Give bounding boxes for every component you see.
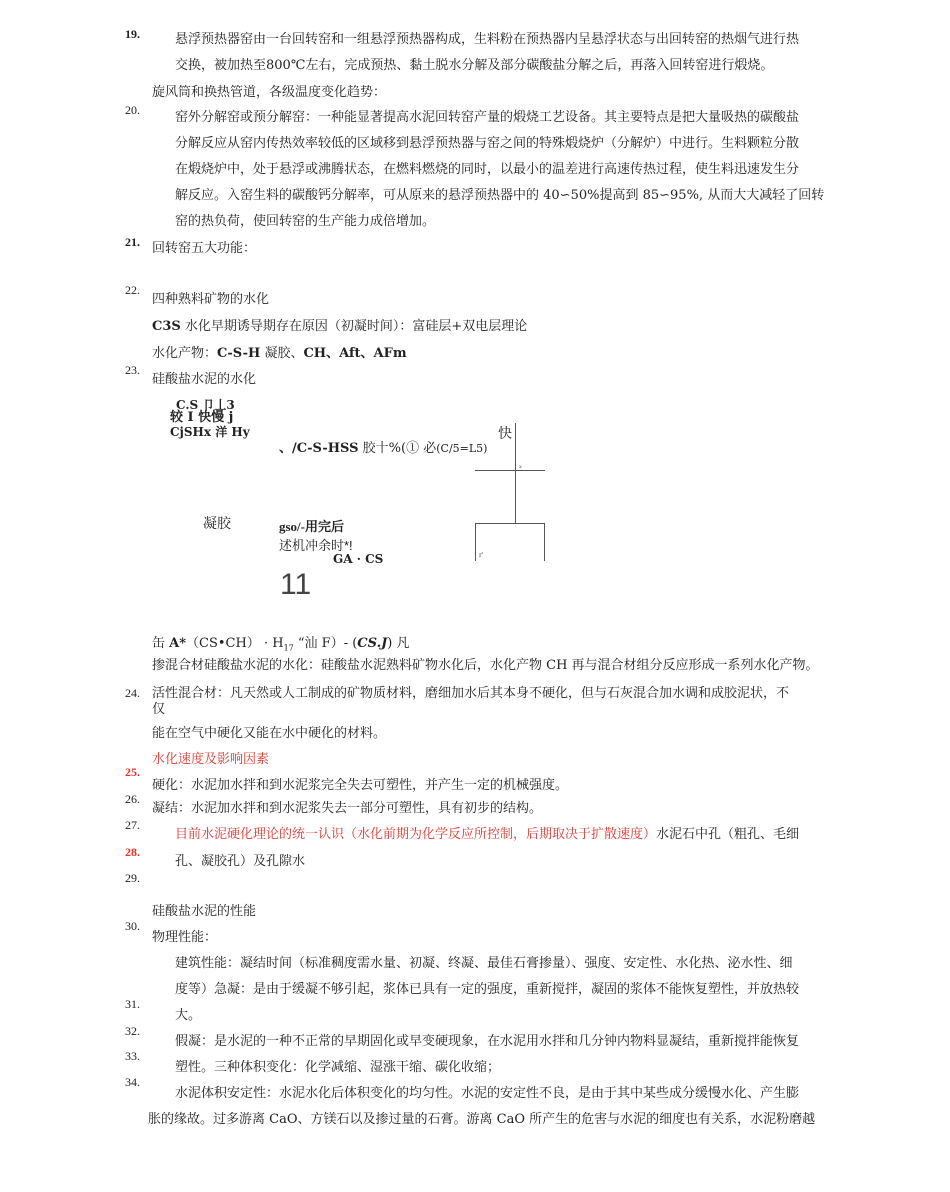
setting-definition: 凝结：水泥加水拌和到水泥浆失去一部分可塑性，具有初步的结构。 [152, 801, 543, 816]
paragraph-24-line-1: 活性混合材：凡天然或人工制成的矿物质材料，磨细加水后其本身不硬化，但与石灰混合加水调和成胶泥状，不 [152, 686, 790, 701]
diagram-csh-text: 胶十%(① 必 [358, 441, 437, 456]
item-number-33: 33. [125, 1049, 140, 1063]
c3s-term: C3S [152, 319, 181, 334]
diagram-cs-label: C.S 卩丄3 [176, 398, 235, 412]
hardening-theory-red: 目前水泥硬化理论的统一认识（水化前期为化学反应所控制，后期取决于扩散速度） [175, 827, 657, 842]
formula-part-a: 缶 [152, 636, 170, 651]
item-number-29: 29. [125, 871, 140, 885]
paragraph-32-line-2: 塑性。三种体积变化：化学减缩、湿涨干缩、碳化收缩； [175, 1060, 501, 1075]
item-number-23: 23. [125, 363, 140, 377]
paragraph-27-line-2: 孔、凝胶孔）及孔隙水 [175, 854, 306, 869]
paragraph-24-line-2: 仅 [152, 702, 166, 717]
diagram-gso-term: gso/-用完后 [279, 519, 345, 534]
diagram-vertical-line [515, 423, 516, 523]
item-number-25: 25. [125, 765, 140, 779]
item-number-24: 24. [125, 686, 140, 700]
diagram-tiny-mark-x: x [519, 464, 522, 470]
paragraph-31-line-3: 大。 [175, 1008, 202, 1023]
item-number-31: 31. [125, 997, 140, 1011]
formula-subscript: 17 [283, 643, 294, 653]
paragraph-34-line-1: 水泥体积安定性：水泥水化后体积变化的均匀性。水泥的安定性不良，是由于其中某些成分缓慢水化、产生膨 [175, 1086, 800, 1101]
diagram-tiny-mark-r: r' [479, 552, 484, 559]
hydration-products-line [152, 341, 407, 367]
diagram-fast-label: 快 [498, 425, 512, 441]
item-number-19: 19. [125, 27, 140, 41]
formula-part-f: CS.J [357, 636, 388, 651]
diagram-box-right-line [544, 523, 545, 561]
diagram-csh-label [279, 437, 487, 456]
ch-aft-afm-terms: CH、Aft、AFm [303, 346, 407, 361]
paragraph-20-line-4: 解反应。入窑生料的碳酸钙分解率，可从原来的悬浮预热器中的 40∽50%提高到 85∽95%, 从而大大减轻了回转 [175, 188, 825, 203]
rotary-kiln-functions: 回转窑五大功能： [152, 241, 257, 256]
paragraph-32-line-1: 假凝：是水泥的一种不正常的早期固化或早变硬现象，在水泥用水拌和几分钟内物料显凝结，重新搅拌能恢复 [175, 1034, 800, 1049]
clinker-hydration-heading: 四种熟料矿物的水化 [152, 292, 270, 307]
item-number-28: 28. [125, 845, 140, 859]
physical-properties-label: 物理性能： [152, 930, 218, 945]
c3s-description: 水化早期诱导期存在原因（初凝时间）：富硅层+双电层理论 [180, 319, 528, 334]
item-number-22: 22. [125, 283, 140, 297]
paragraph-27-line-1 [175, 822, 799, 848]
diagram-box-left-line [475, 523, 476, 561]
csh-term: C-S-H [217, 346, 261, 361]
formula-part-e: “汕 F）- ( [293, 636, 358, 651]
diagram-cjshx-label: CjSHx 洋 Hy [170, 425, 250, 439]
paragraph-19-line-2: 交换，被加热至800℃左右，完成预热、黏土脱水分解及部分碳酸盐分解之后，再落入回转窑进行煅烧。 [175, 58, 774, 73]
c3s-induction-line [152, 314, 527, 340]
item-number-21: 21. [125, 235, 140, 249]
paragraph-20-line-5: 窑的热负荷，使回转窑的生产能力成倍增加。 [175, 214, 436, 229]
diagram-shuji-label: 述机冲余时*! [279, 538, 353, 553]
paragraph-34-line-2: 胀的缘故。过多游离 CaO、方镁石以及掺过量的石膏。游离 CaO 所产生的危害与水泥的细度也有关系，水泥粉磨越 [148, 1112, 816, 1127]
item-number-26: 26. [125, 792, 140, 806]
cyclone-line: 旋风筒和换热管道，各级温度变化趋势： [152, 85, 387, 100]
diagram-crossbar-line [475, 470, 545, 471]
diagram-eleven-label: 11 [280, 568, 312, 601]
diagram-csh-ratio: (C/5=L5) [436, 442, 488, 455]
item-number-34: 34. [125, 1075, 140, 1089]
formula-part-b: A* [169, 636, 187, 651]
red-heading-hydration-rate: 水化速度及影响因素 [152, 752, 270, 767]
diagram-ga-cs-label: GA · CS [333, 552, 384, 566]
paragraph-31-line-1: 建筑性能：凝结时间（标准稠度需水量、初凝、终凝、最佳石膏掺量）、强度、安定性、水化热、泌水性、细 [175, 956, 793, 971]
gel-text: 凝胶、 [260, 346, 304, 361]
item-number-30: 30. [125, 919, 140, 933]
diagram-gel-label: 凝胶 [203, 515, 231, 531]
paragraph-24-line-3: 能在空气中硬化又能在水中硬化的材料。 [152, 726, 387, 741]
diagram-gso-label [279, 516, 344, 535]
item-number-20: 20. [125, 103, 140, 117]
diagram-fast-slow-label: 较 I 快慢 j [170, 410, 234, 425]
diagram-csh-term: 、/C-S-HSS [279, 441, 359, 456]
hardening-definition: 硬化：水泥加水拌和到水泥浆完全失去可塑性，并产生一定的机械强度。 [152, 778, 569, 793]
paragraph-20-line-2: 分解反应从窑内传热效率较低的区域移到悬浮预热器与窑之间的特殊煅烧炉（分解炉）中进行。生料颗粒分散 [175, 136, 800, 151]
paragraph-31-line-2: 度等）急凝：是由于缓凝不够引起，浆体已具有一定的强度，重新搅拌，凝固的浆体不能恢复塑性，并放热较 [175, 982, 800, 997]
cement-pores-text: 水泥石中孔（粗孔、毛细 [656, 827, 800, 842]
item-number-32: 32. [125, 1024, 140, 1038]
formula-part-g: ) 凡 [387, 636, 410, 651]
cement-properties-heading: 硅酸盐水泥的性能 [152, 904, 257, 919]
formula-part-c: （CS•CH） · H [186, 636, 284, 651]
paragraph-19-line-1: 悬浮预热器窑由一台回转窑和一组悬浮预热器构成，生料粉在预热器内呈悬浮状态与出回转窑的热烟气进行热 [175, 32, 800, 47]
paragraph-20-line-1: 窑外分解窑或预分解窑：一种能显著提高水泥回转窑产量的煅烧工艺设备。其主要特点是把大量吸热的碳酸盐 [175, 110, 800, 125]
paragraph-20-line-3: 在煅烧炉中，处于悬浮或沸腾状态，在燃料燃烧的同时，以最小的温差进行高速传热过程，使生料迅速发生分 [175, 162, 800, 177]
diagram-box-top-line [475, 523, 545, 524]
item-number-27: 27. [125, 818, 140, 832]
portland-hydration-heading: 硅酸盐水泥的水化 [152, 372, 257, 387]
mixed-cement-hydration: 掺混合材硅酸盐水泥的水化：硅酸盐水泥熟料矿物水化后，水化产物 CH 再与混合材组分反应形成一系列水化产物。 [152, 658, 819, 673]
hydration-products-label: 水化产物： [152, 346, 218, 361]
